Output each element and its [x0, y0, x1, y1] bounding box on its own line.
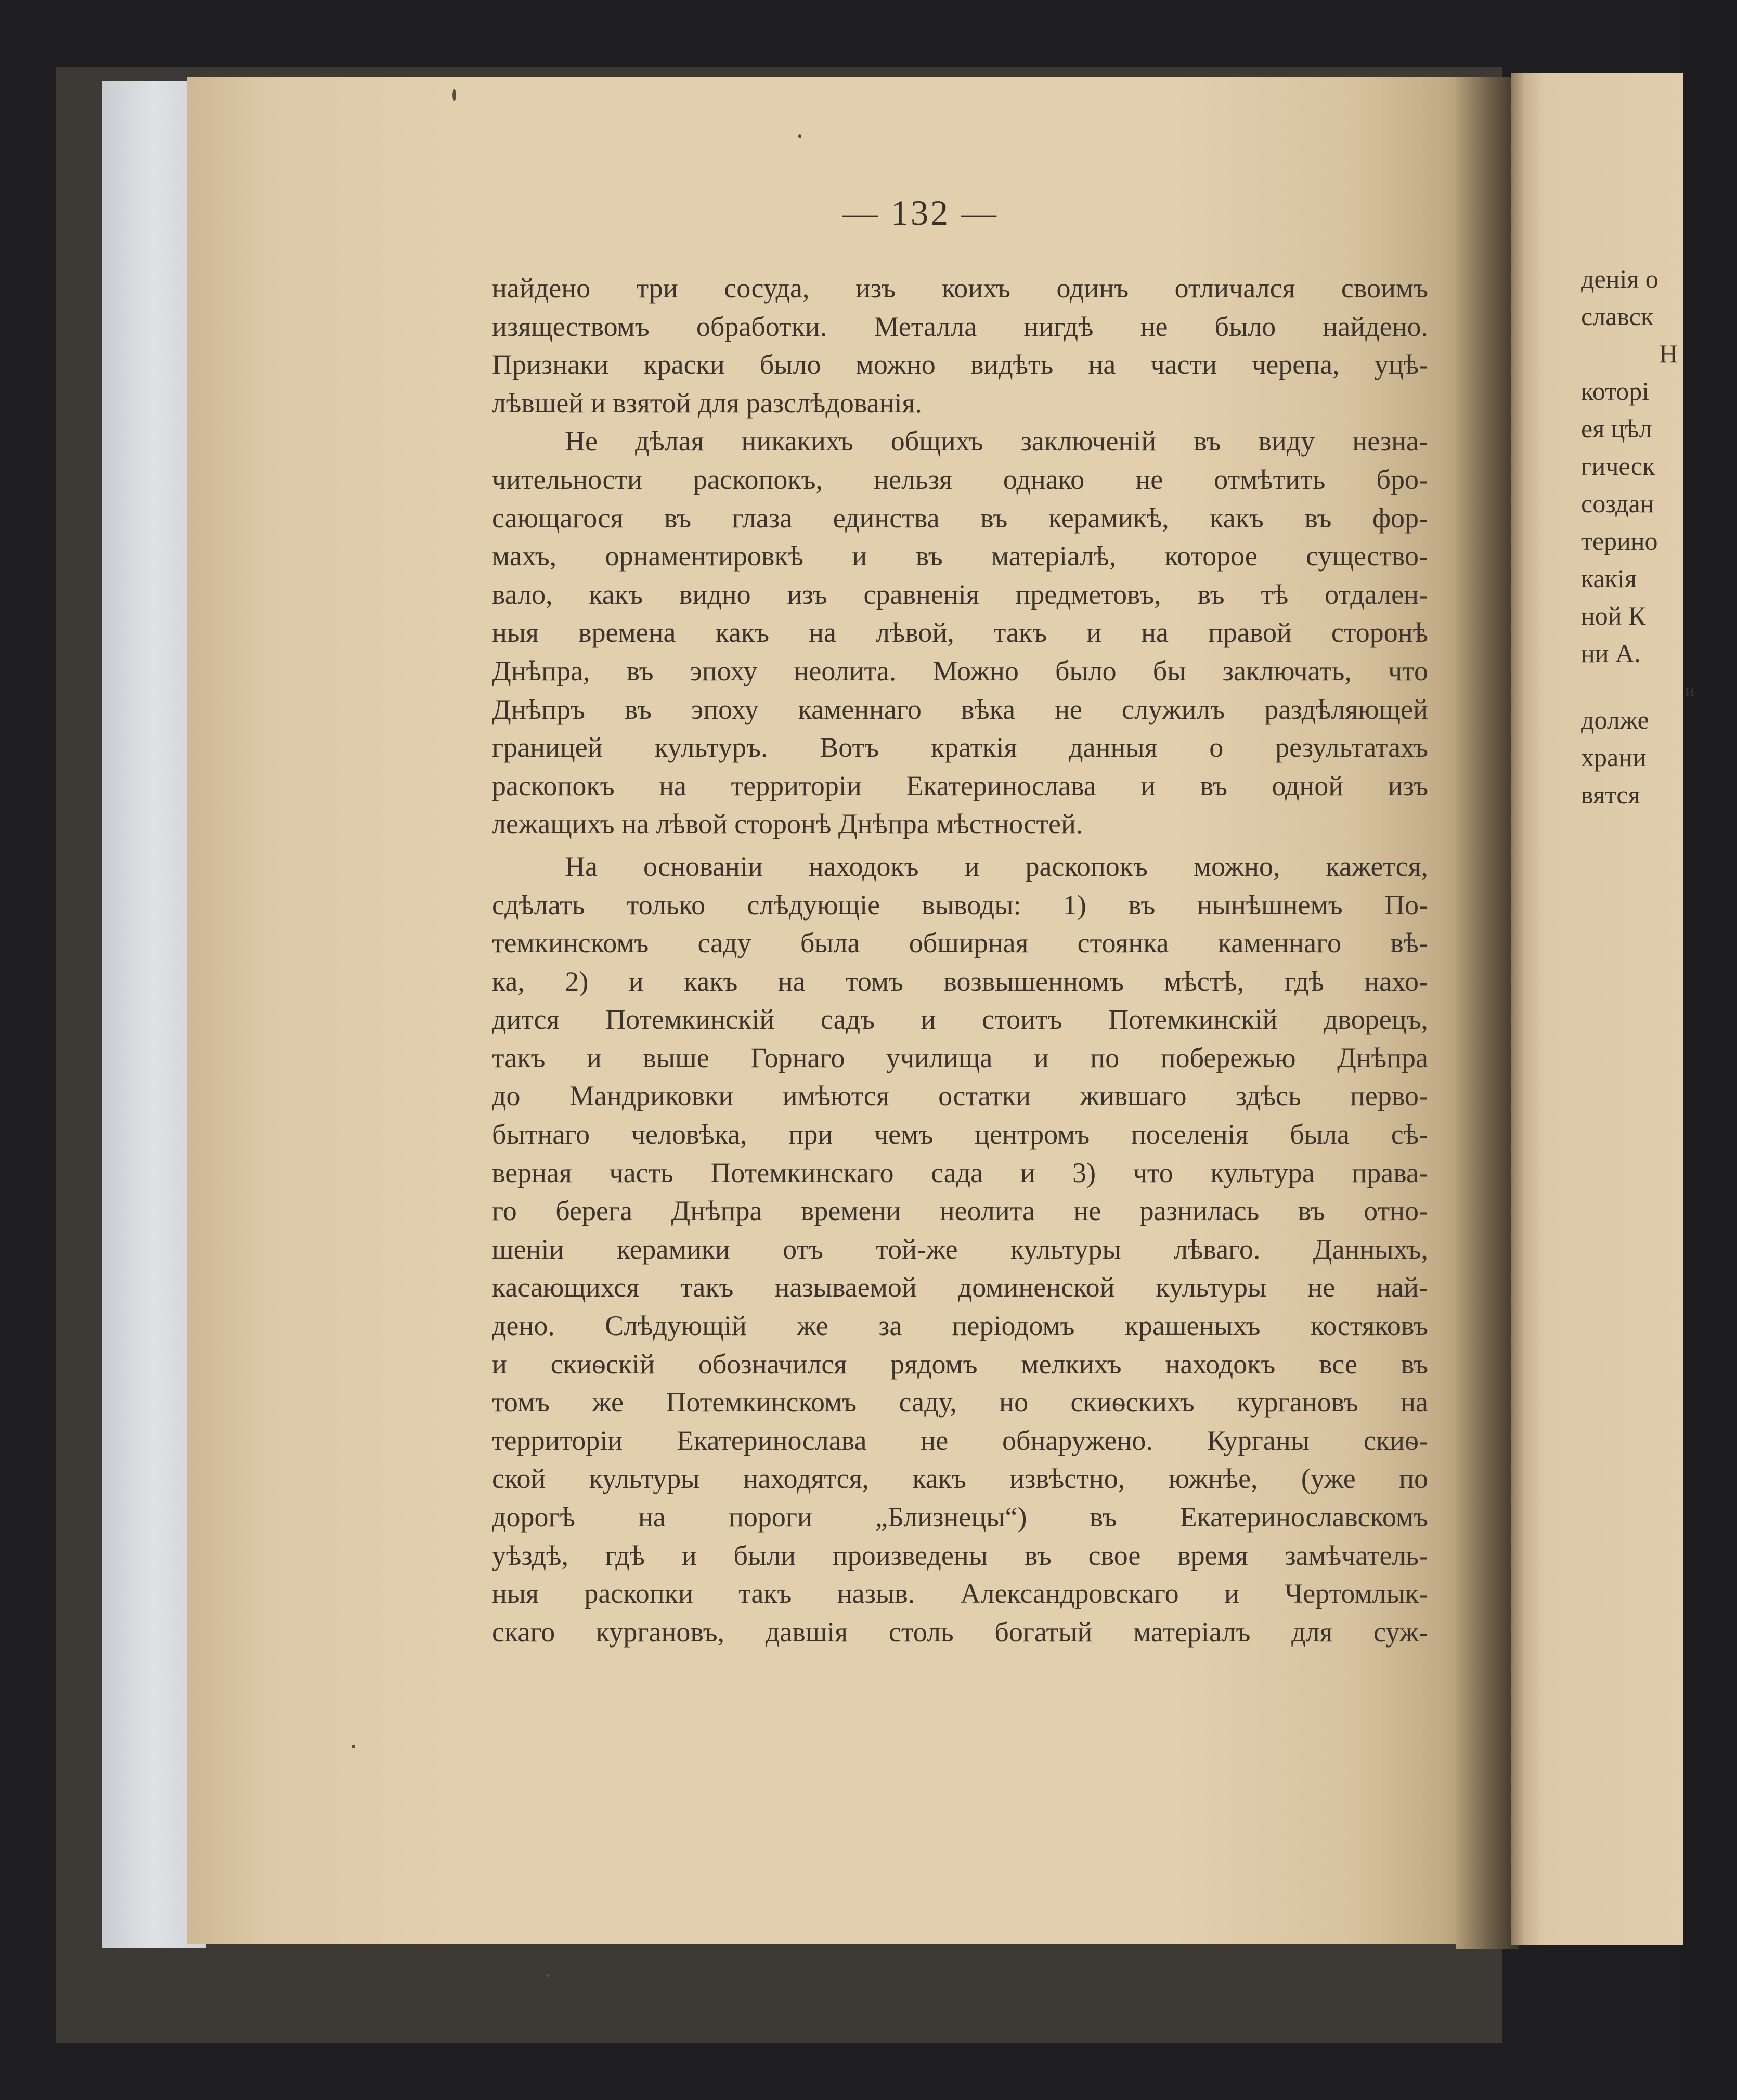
text-line: скаго кургановъ, давшія столь богатый матеріалъ для суж- [492, 1616, 1428, 1648]
text-line: го берега Днѣпра времени неолита не разнилась въ отно- [492, 1195, 1428, 1227]
text-line: терино [1581, 526, 1658, 555]
text-line: границей культуръ. Вотъ краткія данныя о результатахъ [492, 732, 1428, 763]
text-line: Днѣпръ въ эпоху каменнаго вѣка не служилъ раздѣляющей [492, 693, 1428, 725]
text-line: сдѣлать только слѣдующіе выводы: 1) въ нынѣшнемъ По- [492, 889, 1428, 921]
text-line: территоріи Екатеринослава не обнаружено. Курганы скиѳ- [492, 1424, 1428, 1456]
paragraph [492, 422, 1428, 844]
text-line: такъ и выше Горнаго училища и по побережью Днѣпра [492, 1042, 1428, 1073]
text-line: славск [1581, 302, 1654, 331]
text-line: Признаки краски было можно видѣть на части черепа, уцѣ- [492, 349, 1428, 381]
speck [452, 89, 456, 101]
text-line: лѣвшей и взятой для разслѣдованія. [492, 387, 922, 419]
text-line: Не дѣлая никакихъ общихъ заключеній въ виду незна- [565, 425, 1428, 457]
text-line: изяществомъ обработки. Металла нигдѣ не было найдено. [492, 310, 1428, 342]
text-line: уѣздѣ, гдѣ и были произведены въ свое время замѣчатель- [492, 1539, 1428, 1571]
text-line: раскопокъ на территоріи Екатеринослава и въ одной изъ [492, 770, 1428, 801]
text-line: храни [1581, 743, 1647, 772]
text-line: дорогѣ на пороги „Близнецы“) въ Екатеринославскомъ [492, 1501, 1428, 1533]
text-line: ка, 2) и какъ на томъ возвышенномъ мѣстѣ, гдѣ нахо- [492, 965, 1428, 997]
paragraph-gap [492, 844, 1428, 848]
text-line: чительности раскопокъ, нельзя однако не отмѣтить бро- [492, 463, 1428, 495]
text-line: долже [1581, 705, 1649, 734]
text-line: до Мандриковки имѣются остатки жившаго здѣсь перво- [492, 1080, 1428, 1112]
text-line: темкинскомъ саду была обширная стоянка каменнаго вѣ- [492, 927, 1428, 959]
text-line: ея цѣл [1581, 414, 1652, 443]
text-line: дено. Слѣдующій же за періодомъ крашеныхъ костяковъ [492, 1310, 1428, 1342]
left-page-body [492, 269, 1428, 1651]
text-line: лежащихъ на лѣвой сторонѣ Днѣпра мѣстностей. [492, 808, 1083, 840]
text-line: какія [1581, 564, 1637, 593]
text-line: ной К [1581, 601, 1646, 630]
text-line: томъ же Потемкинскомъ саду, но скиѳскихъ кургановъ на [492, 1386, 1428, 1418]
text-line: создан [1581, 489, 1654, 518]
text-line: сающагося въ глаза единства въ керамикѣ, какъ въ фор- [492, 502, 1428, 534]
text-line: Днѣпра, въ эпоху неолита. Можно было бы заключать, что [492, 655, 1428, 686]
text-line: и [1685, 681, 1695, 700]
text-line: денія о [1581, 264, 1658, 293]
text-line: вало, какъ видно изъ сравненія предметовъ, въ тѣ отдален- [492, 578, 1428, 610]
speck [798, 134, 801, 138]
text-line: ской культуры находятся, какъ извѣстно, южнѣе, (уже по [492, 1463, 1428, 1495]
right-page-body [1581, 260, 1737, 813]
text-line: дится Потемкинскій садъ и стоитъ Потемкинскій дворецъ, [492, 1004, 1428, 1035]
text-line: найдено три сосуда, изъ коихъ одинъ отличался своимъ [492, 273, 1428, 304]
speck [546, 1974, 550, 1977]
text-line: ныя раскопки такъ назыв. Александровскаго и Чертомлык- [492, 1578, 1428, 1610]
text-line: шеніи керамики отъ той-же культуры лѣваго. Данныхъ, [492, 1233, 1428, 1265]
page-number: — 132 — [842, 193, 999, 232]
text-line: и скиѳскій обозначился рядомъ мелкихъ находокъ все въ [492, 1348, 1428, 1380]
text-line: касающихся такъ называемой доминенской культуры не най- [492, 1272, 1428, 1303]
paragraph [492, 269, 1428, 422]
speck [352, 1745, 355, 1748]
text-line: махъ, орнаментировкѣ и въ матеріалѣ, которое существо- [492, 540, 1428, 572]
book-gutter [1456, 77, 1519, 1949]
text-line: которі [1581, 377, 1650, 406]
text-line: На основаніи находокъ и раскопокъ можно, кажется, [565, 850, 1428, 882]
text-line: ныя времена какъ на лѣвой, такъ и на правой сторонѣ [492, 617, 1428, 649]
text-line: бытнаго человѣка, при чемъ центромъ поселенія была сѣ- [492, 1119, 1428, 1150]
paragraph [492, 848, 1428, 1651]
text-line: верная часть Потемкинскаго сада и 3) что культура права- [492, 1157, 1428, 1188]
text-line: гическ [1581, 451, 1655, 481]
text-line: ни А. [1581, 639, 1641, 668]
text-line: вятся [1581, 780, 1640, 809]
text-line: Н [1659, 339, 1678, 368]
